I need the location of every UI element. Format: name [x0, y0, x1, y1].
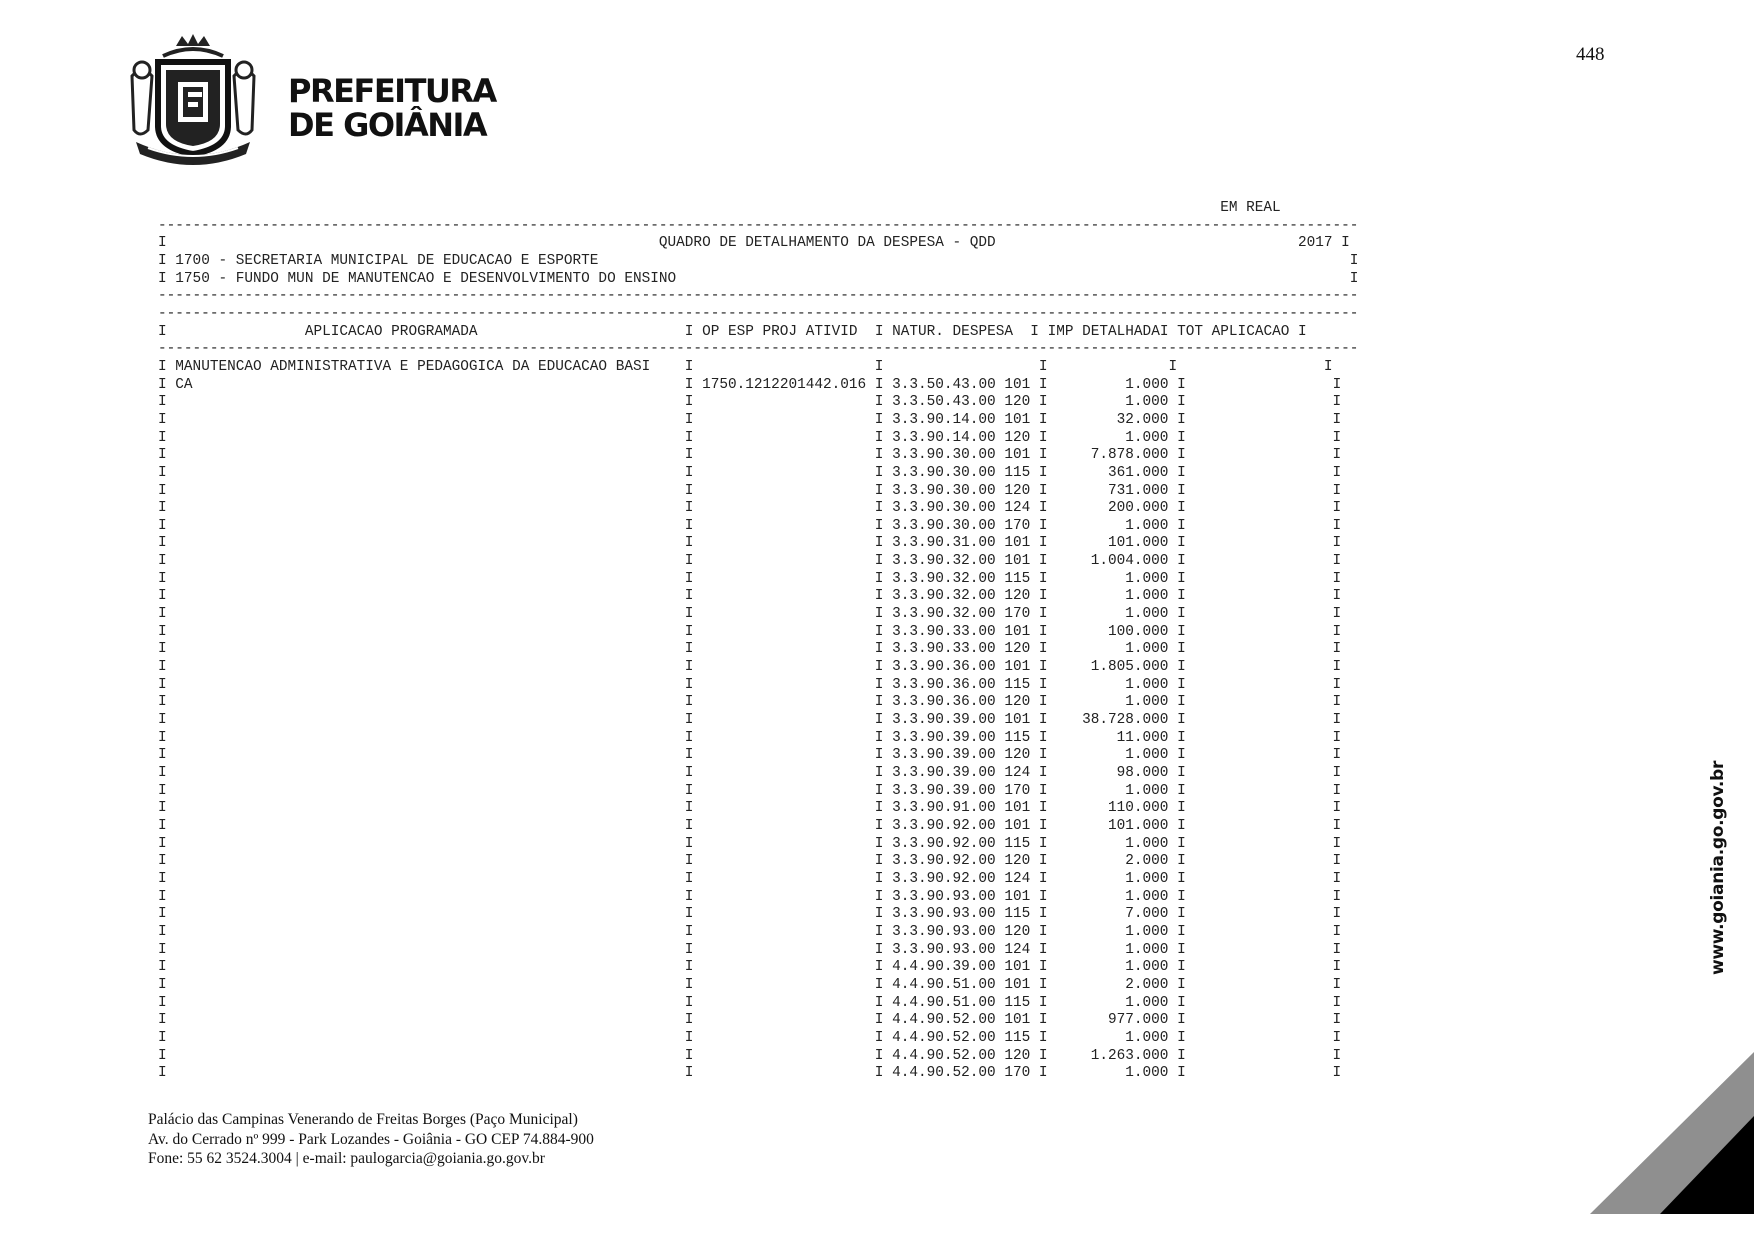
- imp-detalhada-value: 32.000: [1056, 411, 1169, 428]
- natureza-despesa: 3.3.90.39.00 120: [892, 747, 1031, 764]
- org-name: [288, 74, 496, 142]
- natureza-despesa: 3.3.90.92.00 120: [892, 853, 1031, 870]
- imp-detalhada-value: 977.000: [1056, 1012, 1169, 1029]
- natureza-despesa: 3.3.90.93.00 124: [892, 941, 1031, 958]
- imp-detalhada-value: 200.000: [1056, 500, 1169, 517]
- page-number: 448: [1576, 44, 1605, 65]
- natureza-despesa: 3.3.90.92.00 124: [892, 870, 1031, 887]
- org-unit-2: 1750 - FUNDO MUN DE MANUTENCAO E DESENVOLVIMENTO DO ENSINO: [175, 270, 1342, 287]
- natureza-despesa: 3.3.90.91.00 101: [892, 800, 1031, 817]
- table-row: I I I 4.4.90.39.00 101 I 1.000 I I: [158, 959, 1342, 976]
- table-row: I I I 4.4.90.51.00 101 I 2.000 I I: [158, 976, 1342, 993]
- table-row: I I I 3.3.90.32.00 120 I 1.000 I I: [158, 588, 1342, 605]
- table-row: I I I 3.3.90.36.00 101 I 1.805.000 I I: [158, 659, 1342, 676]
- imp-detalhada-value: 361.000: [1056, 464, 1169, 481]
- table-row: I I I 3.3.50.43.00 120 I 1.000 I I: [158, 394, 1342, 411]
- natureza-despesa: 3.3.50.43.00 101: [892, 376, 1031, 393]
- table-row: I I I 4.4.90.52.00 101 I 977.000 I I: [158, 1012, 1342, 1029]
- table-row: I I I 3.3.90.30.00 124 I 200.000 I I: [158, 500, 1342, 517]
- imp-detalhada-value: 1.000: [1056, 676, 1169, 693]
- imp-detalhada-value: 1.000: [1056, 606, 1169, 623]
- program-name: MANUTENCAO ADMINISTRATIVA E PEDAGOGICA DA EDUCACAO BASI: [175, 358, 677, 375]
- imp-detalhada-value: 101.000: [1056, 535, 1169, 552]
- imp-detalhada-value: 1.000: [1056, 782, 1169, 799]
- imp-detalhada-value: 7.000: [1056, 906, 1169, 923]
- side-website-url: www.goiania.go.gov.br: [1708, 760, 1728, 976]
- qdd-report-table: [158, 200, 1358, 1083]
- program-row: I MANUTENCAO ADMINISTRATIVA E PEDAGOGICA DA EDUCACAO BASI I I I I I: [158, 358, 1333, 375]
- natureza-despesa: 3.3.90.30.00 124: [892, 500, 1031, 517]
- table-row: I I I 4.4.90.52.00 120 I 1.263.000 I I: [158, 1047, 1342, 1064]
- natureza-despesa: 4.4.90.52.00 101: [892, 1012, 1031, 1029]
- col-op-esp-proj-ativid: OP ESP PROJ ATIVID: [702, 323, 858, 340]
- table-row: I I I 3.3.90.30.00 115 I 361.000 I I: [158, 464, 1342, 481]
- table-row: I I I 3.3.90.30.00 170 I 1.000 I I: [158, 517, 1342, 534]
- natureza-despesa: 3.3.90.33.00 120: [892, 641, 1031, 658]
- footer-line-3: Fone: 55 62 3524.3004 | e-mail: paulogarcia@goiania.go.gov.br: [148, 1150, 545, 1167]
- natureza-despesa: 4.4.90.52.00 170: [892, 1065, 1031, 1082]
- table-row: I I I 3.3.90.30.00 120 I 731.000 I I: [158, 482, 1342, 499]
- table-row: I I I 3.3.90.39.00 170 I 1.000 I I: [158, 782, 1342, 799]
- report-title: QUADRO DE DETALHAMENTO DA DESPESA - QDD: [658, 235, 996, 252]
- natureza-despesa: 3.3.90.30.00 115: [892, 464, 1031, 481]
- imp-detalhada-value: 1.000: [1056, 376, 1169, 393]
- org-name-line1: PREFEITURA: [288, 72, 496, 110]
- title-row: I QUADRO DE DETALHAMENTO DA DESPESA - QDD 2017 I: [158, 235, 1350, 252]
- imp-detalhada-value: 1.263.000: [1056, 1047, 1169, 1064]
- table-row: I I I 3.3.90.93.00 124 I 1.000 I I: [158, 941, 1342, 958]
- imp-detalhada-value: 1.000: [1056, 941, 1169, 958]
- natureza-despesa: 3.3.90.36.00 115: [892, 676, 1031, 693]
- imp-detalhada-value: 1.805.000: [1056, 659, 1169, 676]
- table-row: I I I 3.3.90.36.00 120 I 1.000 I I: [158, 694, 1342, 711]
- imp-detalhada-value: 1.000: [1056, 923, 1169, 940]
- natureza-despesa: 3.3.90.32.00 115: [892, 570, 1031, 587]
- imp-detalhada-value: 2.000: [1056, 853, 1169, 870]
- table-row: I I I 3.3.90.93.00 115 I 7.000 I I: [158, 906, 1342, 923]
- imp-detalhada-value: 1.000: [1056, 870, 1169, 887]
- program-name-cont: CA: [175, 376, 677, 393]
- table-row: I I I 3.3.90.31.00 101 I 101.000 I I: [158, 535, 1342, 552]
- natureza-despesa: 3.3.90.92.00 101: [892, 817, 1031, 834]
- table-row: I I I 3.3.90.93.00 101 I 1.000 I I: [158, 888, 1342, 905]
- table-row: I I I 3.3.90.39.00 115 I 11.000 I I: [158, 729, 1342, 746]
- natureza-despesa: 3.3.90.93.00 120: [892, 923, 1031, 940]
- footer-line-1: Palácio das Campinas Venerando de Freitas Borges (Paço Municipal): [148, 1111, 578, 1128]
- imp-detalhada-value: 1.000: [1056, 694, 1169, 711]
- table-row: I I I 3.3.90.30.00 101 I 7.878.000 I I: [158, 447, 1342, 464]
- natureza-despesa: 3.3.90.32.00 170: [892, 606, 1031, 623]
- natureza-despesa: 3.3.90.36.00 120: [892, 694, 1031, 711]
- table-row: I I I 3.3.90.32.00 170 I 1.000 I I: [158, 606, 1342, 623]
- natureza-despesa: 3.3.90.36.00 101: [892, 659, 1031, 676]
- imp-detalhada-value: 101.000: [1056, 817, 1169, 834]
- imp-detalhada-value: 1.000: [1056, 888, 1169, 905]
- table-row: I I I 3.3.90.32.00 101 I 1.004.000 I I: [158, 553, 1342, 570]
- imp-detalhada-value: 110.000: [1056, 800, 1169, 817]
- imp-detalhada-value: 1.000: [1056, 959, 1169, 976]
- col-aplicacao-programada: APLICACAO PROGRAMADA: [304, 323, 478, 340]
- table-row: I I I 3.3.90.93.00 120 I 1.000 I I: [158, 923, 1342, 940]
- imp-detalhada-value: 1.000: [1056, 641, 1169, 658]
- table-row: I I I 4.4.90.52.00 170 I 1.000 I I: [158, 1065, 1342, 1082]
- imp-detalhada-value: 1.000: [1056, 517, 1169, 534]
- divider: -------------------------------------------------------------------------------------------------------------------------------------------: [158, 217, 1359, 234]
- table-row: I I I 3.3.90.36.00 115 I 1.000 I I: [158, 676, 1342, 693]
- natureza-despesa: 3.3.90.39.00 124: [892, 765, 1031, 781]
- table-row: I I I 3.3.90.14.00 120 I 1.000 I I: [158, 429, 1342, 446]
- imp-detalhada-value: 1.000: [1056, 1065, 1169, 1082]
- imp-detalhada-value: 1.000: [1056, 835, 1169, 852]
- natureza-despesa: 3.3.90.93.00 101: [892, 888, 1031, 905]
- natureza-despesa: 4.4.90.39.00 101: [892, 959, 1031, 976]
- imp-detalhada-value: 100.000: [1056, 623, 1169, 640]
- imp-detalhada-value: 1.000: [1056, 588, 1169, 605]
- table-row: I I I 3.3.90.33.00 120 I 1.000 I I: [158, 641, 1342, 658]
- org-unit-row: I 1700 - SECRETARIA MUNICIPAL DE EDUCACAO E ESPORTE I: [158, 252, 1359, 269]
- table-row: I I I 3.3.90.91.00 101 I 110.000 I I: [158, 800, 1342, 817]
- corner-triangle-decoration: [1590, 1052, 1754, 1214]
- org-unit-1: 1700 - SECRETARIA MUNICIPAL DE EDUCACAO E ESPORTE: [175, 252, 1342, 269]
- natureza-despesa: 3.3.50.43.00 120: [892, 394, 1031, 411]
- footer-line-2: Av. do Cerrado nº 999 - Park Lozandes - Goiânia - GO CEP 74.884-900: [148, 1130, 594, 1148]
- table-row: I I I 3.3.90.39.00 124 I 98.000 I I: [158, 765, 1342, 781]
- header-logo: [118, 30, 496, 165]
- table-row: I CA I 1750.1212201442.016 I 3.3.50.43.00 101 I 1.000 I I: [158, 376, 1342, 393]
- divider: -------------------------------------------------------------------------------------------------------------------------------------------: [158, 288, 1359, 305]
- unit-label: EM REAL: [1220, 200, 1281, 216]
- imp-detalhada-value: 1.000: [1056, 747, 1169, 764]
- col-natur-despesa: NATUR. DESPESA: [892, 323, 1013, 340]
- imp-detalhada-value: 1.000: [1056, 1029, 1169, 1046]
- col-tot-aplicacao: TOT APLICACAO: [1177, 323, 1290, 340]
- natureza-despesa: 3.3.90.39.00 115: [892, 729, 1031, 746]
- natureza-despesa: 4.4.90.51.00 115: [892, 994, 1031, 1011]
- imp-detalhada-value: 2.000: [1056, 976, 1169, 993]
- report-year: 2017: [1297, 235, 1333, 252]
- org-name-line2: DE GOIÂNIA: [288, 106, 487, 144]
- natureza-despesa: 3.3.90.39.00 170: [892, 782, 1031, 799]
- imp-detalhada-value: 98.000: [1056, 765, 1169, 781]
- table-row: I I I 3.3.90.92.00 124 I 1.000 I I: [158, 870, 1342, 887]
- natureza-despesa: 4.4.90.52.00 115: [892, 1029, 1031, 1046]
- unit-label-row: [158, 200, 1281, 216]
- natureza-despesa: 3.3.90.32.00 120: [892, 588, 1031, 605]
- table-row: I I I 3.3.90.92.00 101 I 101.000 I I: [158, 817, 1342, 834]
- natureza-despesa: 3.3.90.30.00 120: [892, 482, 1031, 499]
- municipal-coat-of-arms-icon: [118, 30, 268, 165]
- table-row: I I I 3.3.90.39.00 101 I 38.728.000 I I: [158, 712, 1342, 729]
- imp-detalhada-value: 11.000: [1056, 729, 1169, 746]
- imp-detalhada-value: 1.000: [1056, 429, 1169, 446]
- natureza-despesa: 3.3.90.92.00 115: [892, 835, 1031, 852]
- natureza-despesa: 3.3.90.32.00 101: [892, 553, 1031, 570]
- natureza-despesa: 4.4.90.52.00 120: [892, 1047, 1031, 1064]
- table-row: I I I 3.3.90.92.00 115 I 1.000 I I: [158, 835, 1342, 852]
- col-imp-detalhada: IMP DETALHADA: [1047, 323, 1160, 340]
- org-unit-row: I 1750 - FUNDO MUN DE MANUTENCAO E DESENVOLVIMENTO DO ENSINO I: [158, 270, 1359, 287]
- imp-detalhada-value: 38.728.000: [1056, 712, 1169, 729]
- imp-detalhada-value: 1.000: [1056, 570, 1169, 587]
- table-row: I I I 4.4.90.51.00 115 I 1.000 I I: [158, 994, 1342, 1011]
- imp-detalhada-value: 1.004.000: [1056, 553, 1169, 570]
- divider: -------------------------------------------------------------------------------------------------------------------------------------------: [158, 341, 1359, 358]
- table-row: I I I 3.3.90.92.00 120 I 2.000 I I: [158, 853, 1342, 870]
- natureza-despesa: 4.4.90.51.00 101: [892, 976, 1031, 993]
- column-header-row: I APLICACAO PROGRAMADA I OP ESP PROJ ATIVID I NATUR. DESPESA I IMP DETALHADAI TOT APLICACAO I: [158, 323, 1307, 340]
- imp-detalhada-value: 1.000: [1056, 994, 1169, 1011]
- natureza-despesa: 3.3.90.93.00 115: [892, 906, 1031, 923]
- project-code: 1750.1212201442.016: [702, 376, 875, 393]
- table-row: I I I 3.3.90.32.00 115 I 1.000 I I: [158, 570, 1342, 587]
- natureza-despesa: 3.3.90.31.00 101: [892, 535, 1031, 552]
- natureza-despesa: 3.3.90.30.00 170: [892, 517, 1031, 534]
- natureza-despesa: 3.3.90.14.00 120: [892, 429, 1031, 446]
- natureza-despesa: 3.3.90.30.00 101: [892, 447, 1031, 464]
- natureza-despesa: 3.3.90.14.00 101: [892, 411, 1031, 428]
- table-row: I I I 4.4.90.52.00 115 I 1.000 I I: [158, 1029, 1342, 1046]
- natureza-despesa: 3.3.90.39.00 101: [892, 712, 1031, 729]
- table-row: I I I 3.3.90.14.00 101 I 32.000 I I: [158, 411, 1342, 428]
- footer-address: [148, 1110, 594, 1169]
- imp-detalhada-value: 1.000: [1056, 394, 1169, 411]
- imp-detalhada-value: 731.000: [1056, 482, 1169, 499]
- imp-detalhada-value: 7.878.000: [1056, 447, 1169, 464]
- table-row: I I I 3.3.90.33.00 101 I 100.000 I I: [158, 623, 1342, 640]
- natureza-despesa: 3.3.90.33.00 101: [892, 623, 1031, 640]
- divider: -------------------------------------------------------------------------------------------------------------------------------------------: [158, 305, 1359, 322]
- table-row: I I I 3.3.90.39.00 120 I 1.000 I I: [158, 747, 1342, 764]
